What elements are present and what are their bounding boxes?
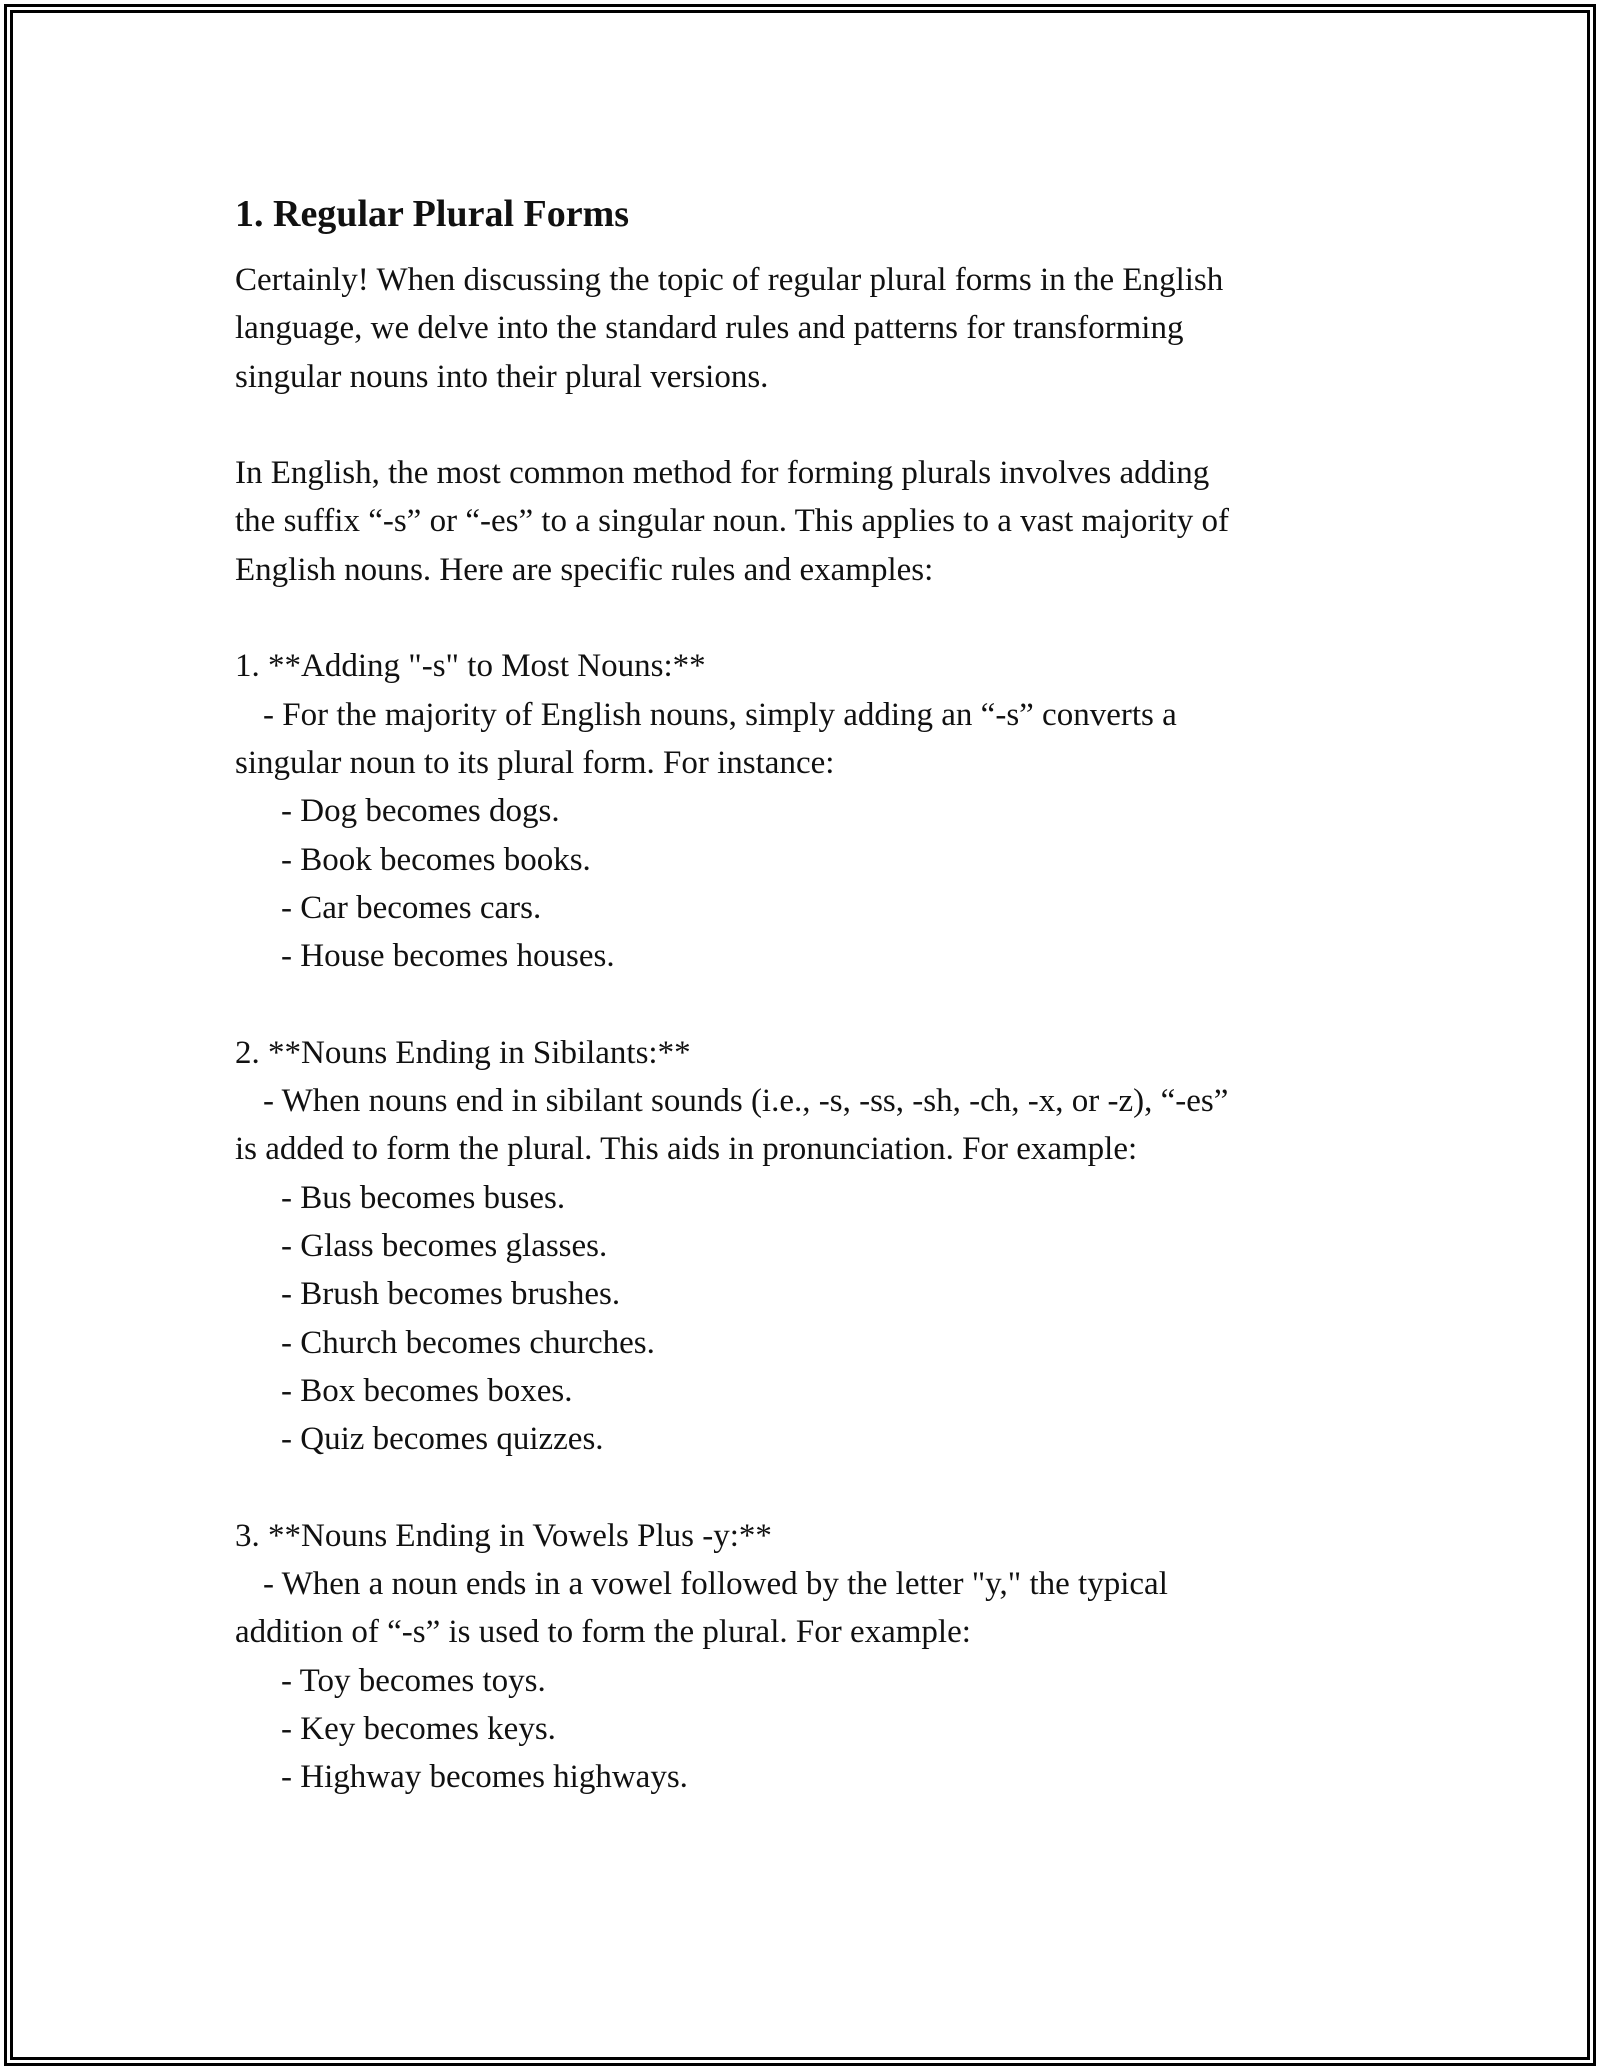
rule-description-continued: is added to form the plural. This aids in pronunciation. For example:: [235, 1131, 1138, 1168]
rule-section-1: [235, 642, 1385, 980]
example-item: - Quiz becomes quizzes.: [281, 1421, 604, 1458]
rule-title: 3. **Nouns Ending in Vowels Plus -y:**: [235, 1517, 772, 1554]
section-heading: 1. Regular Plural Forms: [235, 193, 630, 235]
spacer: [235, 401, 1385, 449]
rule-section-3: [235, 1512, 1385, 1802]
example-item: - Box becomes boxes.: [281, 1372, 573, 1409]
spacer: [235, 980, 1385, 1028]
rule-description-continued: singular noun to its plural form. For instance:: [235, 744, 835, 781]
example-item: - Bus becomes buses.: [281, 1179, 566, 1216]
example-item: - Church becomes churches.: [281, 1324, 655, 1361]
rule-section-2: [235, 1029, 1385, 1464]
example-item: - Book becomes books.: [281, 841, 591, 878]
example-item: - House becomes houses.: [281, 938, 615, 975]
text-line: the suffix “-s” or “-es” to a singular noun. This applies to a vast majority of: [235, 503, 1230, 540]
example-item: - Dog becomes dogs.: [281, 793, 560, 830]
example-item: - Brush becomes brushes.: [281, 1276, 621, 1313]
rule-description-continued: addition of “-s” is used to form the plural. For example:: [235, 1614, 971, 1651]
rule-title: 1. **Adding "-s" to Most Nouns:**: [235, 648, 706, 685]
spacer: [235, 1463, 1385, 1511]
method-paragraph: [235, 449, 1385, 594]
text-line: In English, the most common method for forming plurals involves adding: [235, 455, 1210, 492]
rule-description: - For the majority of English nouns, simply adding an “-s” converts a: [263, 696, 1177, 733]
text-line: English nouns. Here are specific rules and examples:: [235, 551, 934, 588]
rule-description: - When nouns end in sibilant sounds (i.e., -s, -ss, -sh, -ch, -x, or -z), “-es”: [263, 1083, 1229, 1120]
document-body: [235, 188, 1385, 1802]
rule-title: 2. **Nouns Ending in Sibilants:**: [235, 1034, 691, 1071]
text-line: singular nouns into their plural versions.: [235, 358, 769, 395]
spacer: [235, 594, 1385, 642]
example-item: - Toy becomes toys.: [281, 1662, 546, 1699]
text-line: Certainly! When discussing the topic of regular plural forms in the English: [235, 262, 1224, 298]
example-item: - Car becomes cars.: [281, 889, 542, 926]
intro-paragraph: [235, 256, 1385, 401]
rule-description: - When a noun ends in a vowel followed by the letter "y," the typical: [263, 1566, 1168, 1603]
example-item: - Key becomes keys.: [281, 1710, 556, 1747]
text-line: language, we delve into the standard rules and patterns for transforming: [235, 310, 1184, 347]
example-item: - Highway becomes highways.: [281, 1759, 688, 1796]
example-item: - Glass becomes glasses.: [281, 1227, 608, 1264]
